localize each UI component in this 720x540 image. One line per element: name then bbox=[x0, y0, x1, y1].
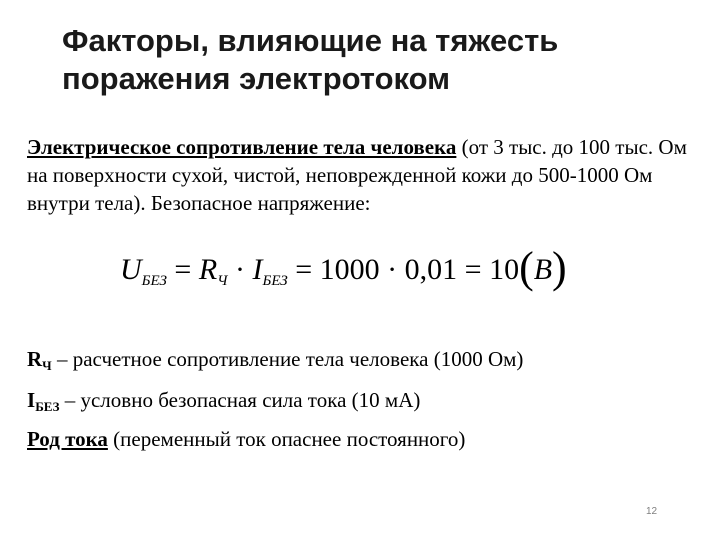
resistance-term: Электрическое сопротивление тела человека bbox=[27, 135, 457, 159]
formula-r-sub: Ч bbox=[217, 273, 228, 289]
formula-r: R bbox=[198, 253, 218, 286]
formula-i-sub: БЕЗ bbox=[262, 273, 288, 289]
def-i-sub: БЕЗ bbox=[35, 399, 60, 414]
formula-eq2: = 1000 · 0,01 = 10 bbox=[287, 253, 520, 286]
formula-unit: B bbox=[533, 253, 553, 286]
formula-u-sub: БЕЗ bbox=[141, 273, 167, 289]
formula-dot: · bbox=[227, 253, 253, 286]
slide-title bbox=[62, 22, 662, 98]
def-r-symbol: R bbox=[27, 347, 43, 371]
title-line-1: Факторы, влияющие на тяжесть bbox=[62, 23, 559, 58]
def-i-symbol: I bbox=[27, 388, 36, 412]
definition-i bbox=[27, 386, 420, 421]
def-i-text: – условно безопасная сила тока (10 мА) bbox=[59, 388, 421, 412]
formula-i: I bbox=[252, 253, 263, 286]
def-r-text: – расчетное сопротивление тела человека (1000 Ом) bbox=[51, 347, 524, 371]
safe-voltage-formula bbox=[120, 238, 640, 298]
current-type-text: (переменный ток опаснее постоянного) bbox=[107, 427, 466, 451]
title-line-2: поражения электротоком bbox=[62, 61, 451, 96]
definition-r bbox=[27, 345, 523, 380]
current-type-term: Род тока bbox=[27, 427, 108, 451]
resistance-paragraph bbox=[27, 133, 702, 217]
formula-eq1: = bbox=[166, 253, 199, 286]
def-r-sub: Ч bbox=[42, 358, 52, 373]
formula-open-paren: ( bbox=[519, 243, 534, 292]
formula-close-paren: ) bbox=[552, 243, 567, 292]
resistance-text: (от 3 тыс. до 100 тыс. Ом на поверхности сухой, чистой, неповрежденной кожи до 500-1000 Ом внутри тела). Безопасное напряжение: bbox=[27, 135, 687, 215]
formula-u: U bbox=[120, 253, 142, 286]
definition-current-type bbox=[27, 425, 465, 453]
page-number: 12 bbox=[646, 506, 658, 517]
